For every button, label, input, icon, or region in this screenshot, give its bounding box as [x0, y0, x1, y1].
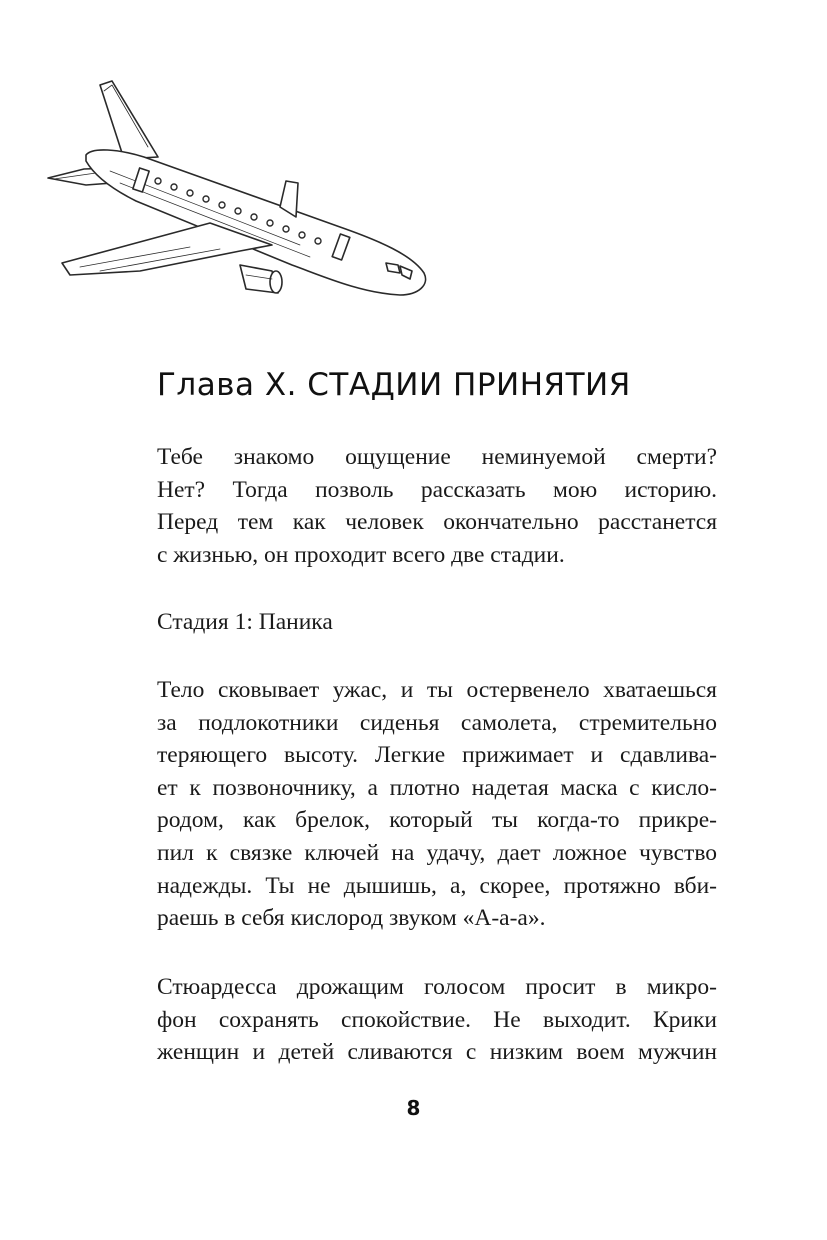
text-line: Стюардесса дрожащим голосом просит в микро- — [157, 974, 717, 1000]
text-line: надежды. Ты не дышишь, а, скорее, протяжно вби- — [157, 872, 717, 899]
text-line: раешь в себя кислород звуком «А-а-а». — [157, 905, 546, 932]
text-line: Тебе знакомо ощущение неминуемой смерти? — [157, 444, 717, 470]
paragraph-stewardess — [157, 971, 717, 1069]
text-line: с жизнью, он проходит всего две стадии. — [157, 541, 565, 568]
text-line: Нет? Тогда позволь рассказать мою историю. — [157, 476, 717, 503]
paragraph-panic — [157, 674, 717, 935]
text-line: ет к позвоночнику, а плотно надетая маска с кисло- — [157, 774, 717, 801]
text-line: родом, как брелок, который ты когда-то прикре- — [157, 807, 717, 834]
text-line: Стадия 1: Паника — [157, 609, 333, 635]
text-line: пил к связке ключей на удачу, дает ложное чувство — [157, 839, 717, 866]
text-line: фон сохранять спокойствие. Не выходит. Крики — [157, 1006, 717, 1033]
airplane-illustration — [40, 75, 440, 310]
text-line: Тело сковывает ужас, и ты остервенело хватаешься — [157, 677, 717, 703]
text-line: женщин и детей сливаются с низким воем мужчин — [157, 1039, 717, 1066]
text-line: за подлокотники сиденья самолета, стремительно — [157, 709, 717, 736]
text-line: теряющего высоту. Легкие прижимает и сдавлива- — [157, 742, 717, 769]
paragraph-intro — [157, 441, 717, 571]
page-number: 8 — [406, 1096, 421, 1120]
chapter-title: Глава X. СТАДИИ ПРИНЯТИЯ — [157, 367, 631, 403]
stage-heading — [157, 606, 717, 639]
text-line: Перед тем как человек окончательно расстанется — [157, 509, 717, 536]
